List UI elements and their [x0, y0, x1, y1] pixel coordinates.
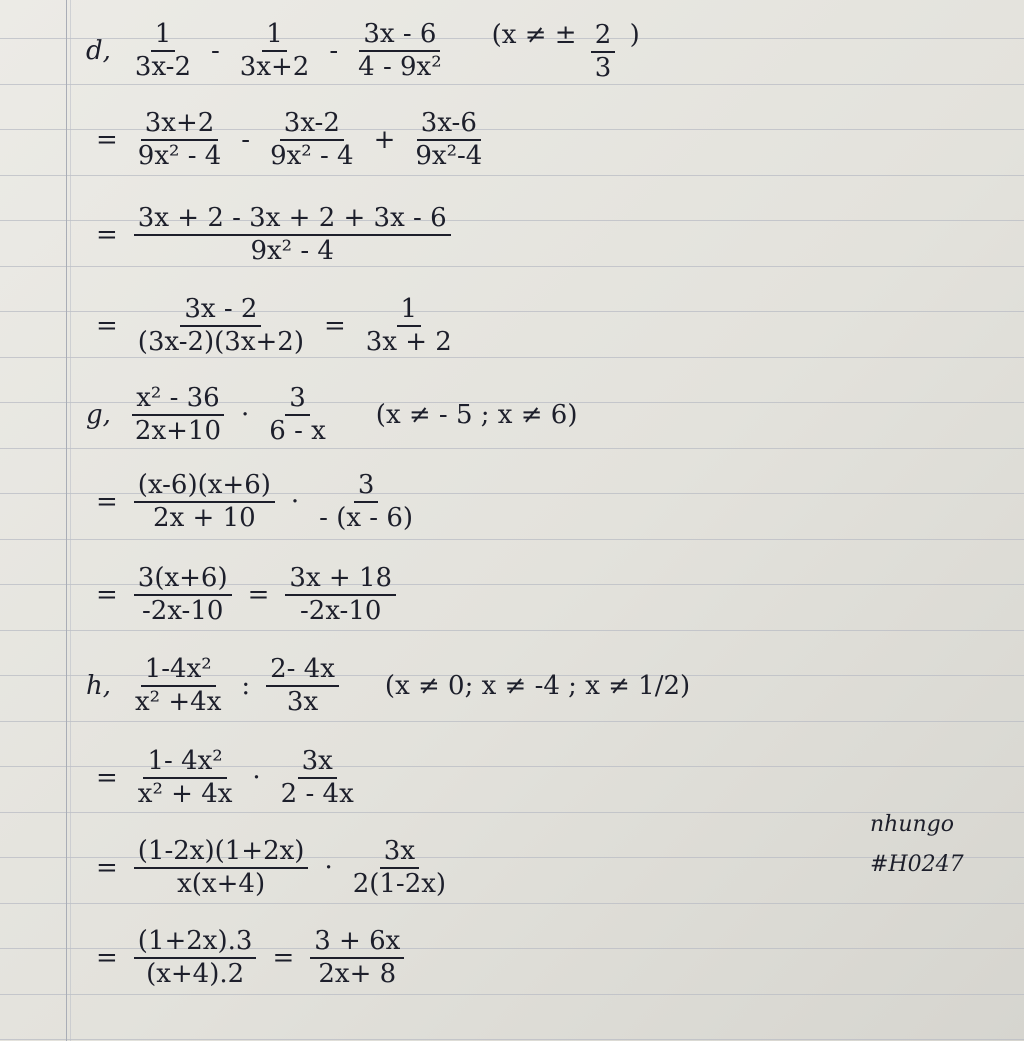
numerator: 3x-6: [417, 110, 481, 141]
problem-d-line-3: [86, 205, 457, 266]
numerator: (1+2x).3: [134, 928, 257, 959]
problem-h-line-2: [86, 748, 364, 809]
ruled-line: [0, 539, 1024, 540]
numerator: 3x+2: [141, 110, 219, 141]
denominator: x² + 4x: [137, 779, 233, 810]
fraction: [266, 110, 357, 171]
fraction: [134, 296, 308, 357]
fraction: [134, 205, 451, 266]
denominator: -2x-10: [142, 596, 224, 627]
numerator: 3x + 18: [285, 565, 396, 596]
denominator: x² +4x: [135, 687, 222, 718]
condition: (x ≠ 0; x ≠ -4 ; x ≠ 1/2): [384, 671, 691, 702]
signature-tag: #H0247: [870, 852, 964, 877]
condition-text: (x ≠ ±: [491, 20, 577, 50]
condition-text: ): [629, 20, 640, 50]
numerator: (1-2x)(1+2x): [134, 838, 309, 869]
denominator: 3x+2: [239, 52, 310, 83]
denominator: 2x+10: [134, 416, 221, 447]
operator: :: [241, 671, 251, 702]
problem-h-line-3: [86, 838, 456, 899]
ruled-line: [0, 84, 1024, 85]
denominator: 2x + 10: [153, 503, 256, 534]
equals-sign: =: [96, 853, 118, 884]
numerator: 3x: [380, 838, 419, 869]
problem-h-line-1: [86, 656, 690, 717]
denominator: 3: [594, 53, 612, 84]
numerator: 3x + 2 - 3x + 2 + 3x - 6: [134, 205, 451, 236]
equals-sign: =: [96, 943, 118, 974]
denominator: 2x+ 8: [318, 959, 397, 990]
ruled-line: [0, 175, 1024, 176]
fraction: [131, 385, 225, 446]
problem-d-line-4: [86, 296, 462, 357]
problem-d-line-1: [86, 20, 640, 83]
numerator: 3 + 6x: [310, 928, 404, 959]
numerator: (x-6)(x+6): [134, 472, 275, 503]
denominator: 9x² - 4: [250, 236, 334, 267]
ruled-line: [0, 357, 1024, 358]
fraction: [354, 21, 445, 82]
numerator: 1: [397, 296, 422, 327]
problem-label: h,: [86, 671, 112, 702]
fraction: [266, 656, 339, 717]
numerator: 3x: [298, 748, 337, 779]
denominator: 6 - x: [269, 416, 326, 447]
denominator: 2(1-2x): [352, 869, 447, 900]
ruled-line: [0, 903, 1024, 904]
fraction: [131, 21, 195, 82]
fraction: [277, 748, 358, 809]
denominator: 9x² - 4: [270, 141, 354, 172]
condition: (x ≠ - 5 ; x ≠ 6): [375, 400, 578, 431]
problem-d-line-2: [86, 110, 492, 171]
numerator: 1- 4x²: [143, 748, 226, 779]
numerator: 3x - 6: [359, 21, 440, 52]
fraction: [310, 928, 404, 989]
fraction: [349, 838, 450, 899]
operator: ·: [252, 763, 261, 794]
fraction: [411, 110, 486, 171]
numerator: 3x - 2: [180, 296, 261, 327]
operator: ·: [241, 400, 250, 431]
operator: =: [247, 580, 270, 611]
fraction: [315, 472, 417, 533]
margin-line: [66, 0, 67, 1041]
operator: -: [241, 125, 251, 156]
fraction: [134, 565, 232, 626]
denominator: 4 - 9x²: [358, 52, 442, 83]
denominator: 3x-2: [134, 52, 191, 83]
fraction: [285, 565, 396, 626]
problem-h-line-4: [86, 928, 410, 989]
equals-sign: =: [96, 580, 118, 611]
ruled-line: [0, 266, 1024, 267]
denominator: 3x: [286, 687, 319, 718]
operator: ·: [324, 853, 333, 884]
denominator: - (x - 6): [319, 503, 414, 534]
fraction: [131, 656, 225, 717]
fraction: [134, 838, 309, 899]
problem-label: g,: [86, 400, 111, 431]
numerator: 3(x+6): [134, 565, 232, 596]
ruled-line: [0, 448, 1024, 449]
equals-sign: =: [96, 220, 118, 251]
denominator: (x+4).2: [146, 959, 245, 990]
fraction: [265, 385, 330, 446]
numerator: 1-4x²: [141, 656, 216, 687]
numerator: 1: [262, 21, 287, 52]
numerator: 3x-2: [280, 110, 344, 141]
fraction: [134, 928, 257, 989]
fraction: [362, 296, 456, 357]
numerator: 3: [354, 472, 379, 503]
numerator: x² - 36: [132, 385, 223, 416]
operator: =: [272, 943, 295, 974]
fraction: [134, 110, 225, 171]
operator: -: [329, 36, 339, 67]
fraction: [134, 748, 237, 809]
denominator: 9x²-4: [415, 141, 483, 172]
problem-g-line-1: [86, 385, 577, 446]
denominator: 3x + 2: [365, 327, 452, 358]
problem-label: d,: [86, 36, 111, 67]
denominator: 9x² - 4: [137, 141, 222, 172]
equals-sign: =: [96, 763, 118, 794]
operator: =: [323, 311, 346, 342]
denominator: x(x+4): [177, 869, 266, 900]
ruled-line: [0, 994, 1024, 995]
denominator: -2x-10: [300, 596, 382, 627]
denominator: 2 - 4x: [280, 779, 354, 810]
margin-line-inner: [70, 0, 71, 1041]
fraction: [591, 22, 616, 83]
operator: ·: [290, 487, 300, 518]
equals-sign: =: [96, 125, 118, 156]
ruled-line: [0, 630, 1024, 631]
operator: +: [373, 125, 396, 156]
numerator: 3: [285, 385, 310, 416]
condition: [492, 20, 640, 83]
equals-sign: =: [96, 311, 118, 342]
problem-g-line-3: [86, 565, 402, 626]
numerator: 2: [591, 22, 616, 53]
problem-g-line-2: [86, 472, 423, 533]
ruled-line: [0, 1039, 1024, 1040]
numerator: 1: [151, 21, 176, 52]
equals-sign: =: [96, 487, 118, 518]
numerator: 2- 4x: [266, 656, 339, 687]
signature-name: nhungo: [870, 812, 955, 837]
denominator: (3x-2)(3x+2): [137, 327, 304, 358]
fraction: [236, 21, 314, 82]
operator: -: [211, 36, 220, 67]
ruled-line: [0, 721, 1024, 722]
fraction: [134, 472, 275, 533]
